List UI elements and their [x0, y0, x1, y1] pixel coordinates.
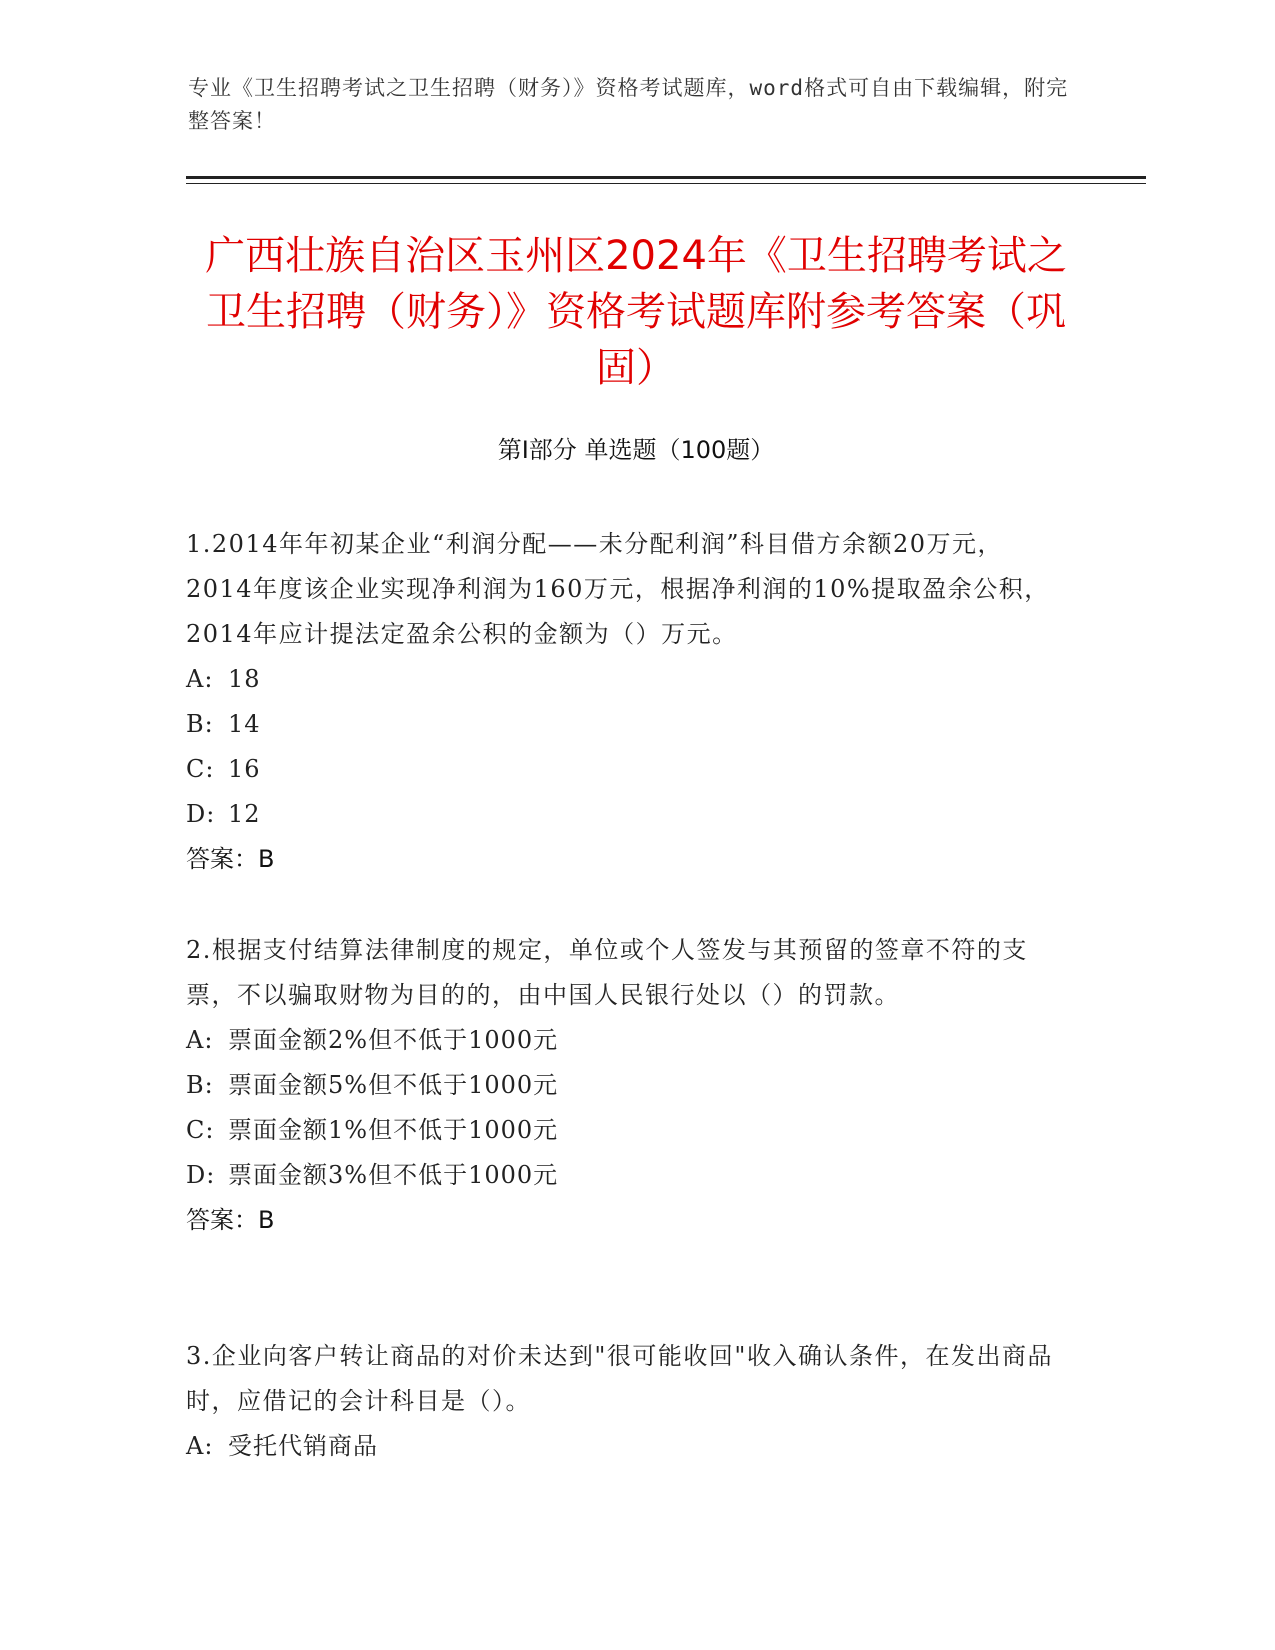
document-title: 广西壮族自治区玉州区2024年《卫生招聘考试之卫生招聘（财务）》资格考试题库附参考答案（巩固）	[205, 233, 1067, 391]
question-3	[186, 1334, 1066, 1469]
question-text: 3.企业向客户转让商品的对价未达到"很可能收回"收入确认条件，在发出商品时，应借记的会计科目是（）。	[186, 1342, 1053, 1415]
option-text: 票面金额3%但不低于1000元	[228, 1161, 559, 1189]
option-d	[186, 792, 1066, 837]
option-text: 受托代销商品	[228, 1432, 378, 1460]
question-text: 2.根据支付结算法律制度的规定，单位或个人签发与其预留的签章不符的支票，不以骗取财物为目的的，由中国人民银行处以（）的罚款。	[186, 936, 1028, 1009]
option-text: 14	[228, 710, 261, 738]
option-text: 票面金额2%但不低于1000元	[228, 1026, 559, 1054]
option-a	[186, 1018, 1066, 1063]
option-letter: B:	[186, 710, 214, 738]
option-c	[186, 747, 1066, 792]
option-d	[186, 1153, 1066, 1198]
section-heading: 第I部分 单选题（100题）	[497, 436, 775, 464]
option-text: 16	[228, 755, 261, 783]
header-note: 专业《卫生招聘考试之卫生招聘（财务）》资格考试题库，word格式可自由下载编辑，附完整答案！	[188, 76, 1069, 133]
header-rule-thick	[186, 176, 1146, 179]
answer-text: 答案：B	[186, 1206, 275, 1234]
option-text: 票面金额5%但不低于1000元	[228, 1071, 559, 1099]
question-text: 1.2014年年初某企业“利润分配——未分配利润”科目借方余额20万元，2014年度该企业实现净利润为160万元，根据净利润的10%提取盈余公积，2014年应计提法定盈余公积的金额为（）万元。	[186, 530, 1050, 648]
header-rule-thin	[186, 183, 1146, 184]
question-1	[186, 522, 1066, 882]
option-text: 票面金额1%但不低于1000元	[228, 1116, 559, 1144]
answer-text: 答案：B	[186, 845, 275, 873]
option-text: 12	[228, 800, 261, 828]
option-letter: D:	[186, 800, 216, 828]
option-b	[186, 702, 1066, 747]
option-a	[186, 657, 1066, 702]
option-letter: B:	[186, 1071, 214, 1099]
question-2	[186, 928, 1066, 1243]
option-letter: C:	[186, 1116, 215, 1144]
option-letter: C:	[186, 755, 215, 783]
option-letter: A:	[186, 1432, 214, 1460]
option-letter: A:	[186, 1026, 214, 1054]
option-a	[186, 1424, 1066, 1469]
option-c	[186, 1108, 1066, 1153]
option-letter: D:	[186, 1161, 216, 1189]
option-text: 18	[228, 665, 261, 693]
option-b	[186, 1063, 1066, 1108]
option-letter: A:	[186, 665, 214, 693]
